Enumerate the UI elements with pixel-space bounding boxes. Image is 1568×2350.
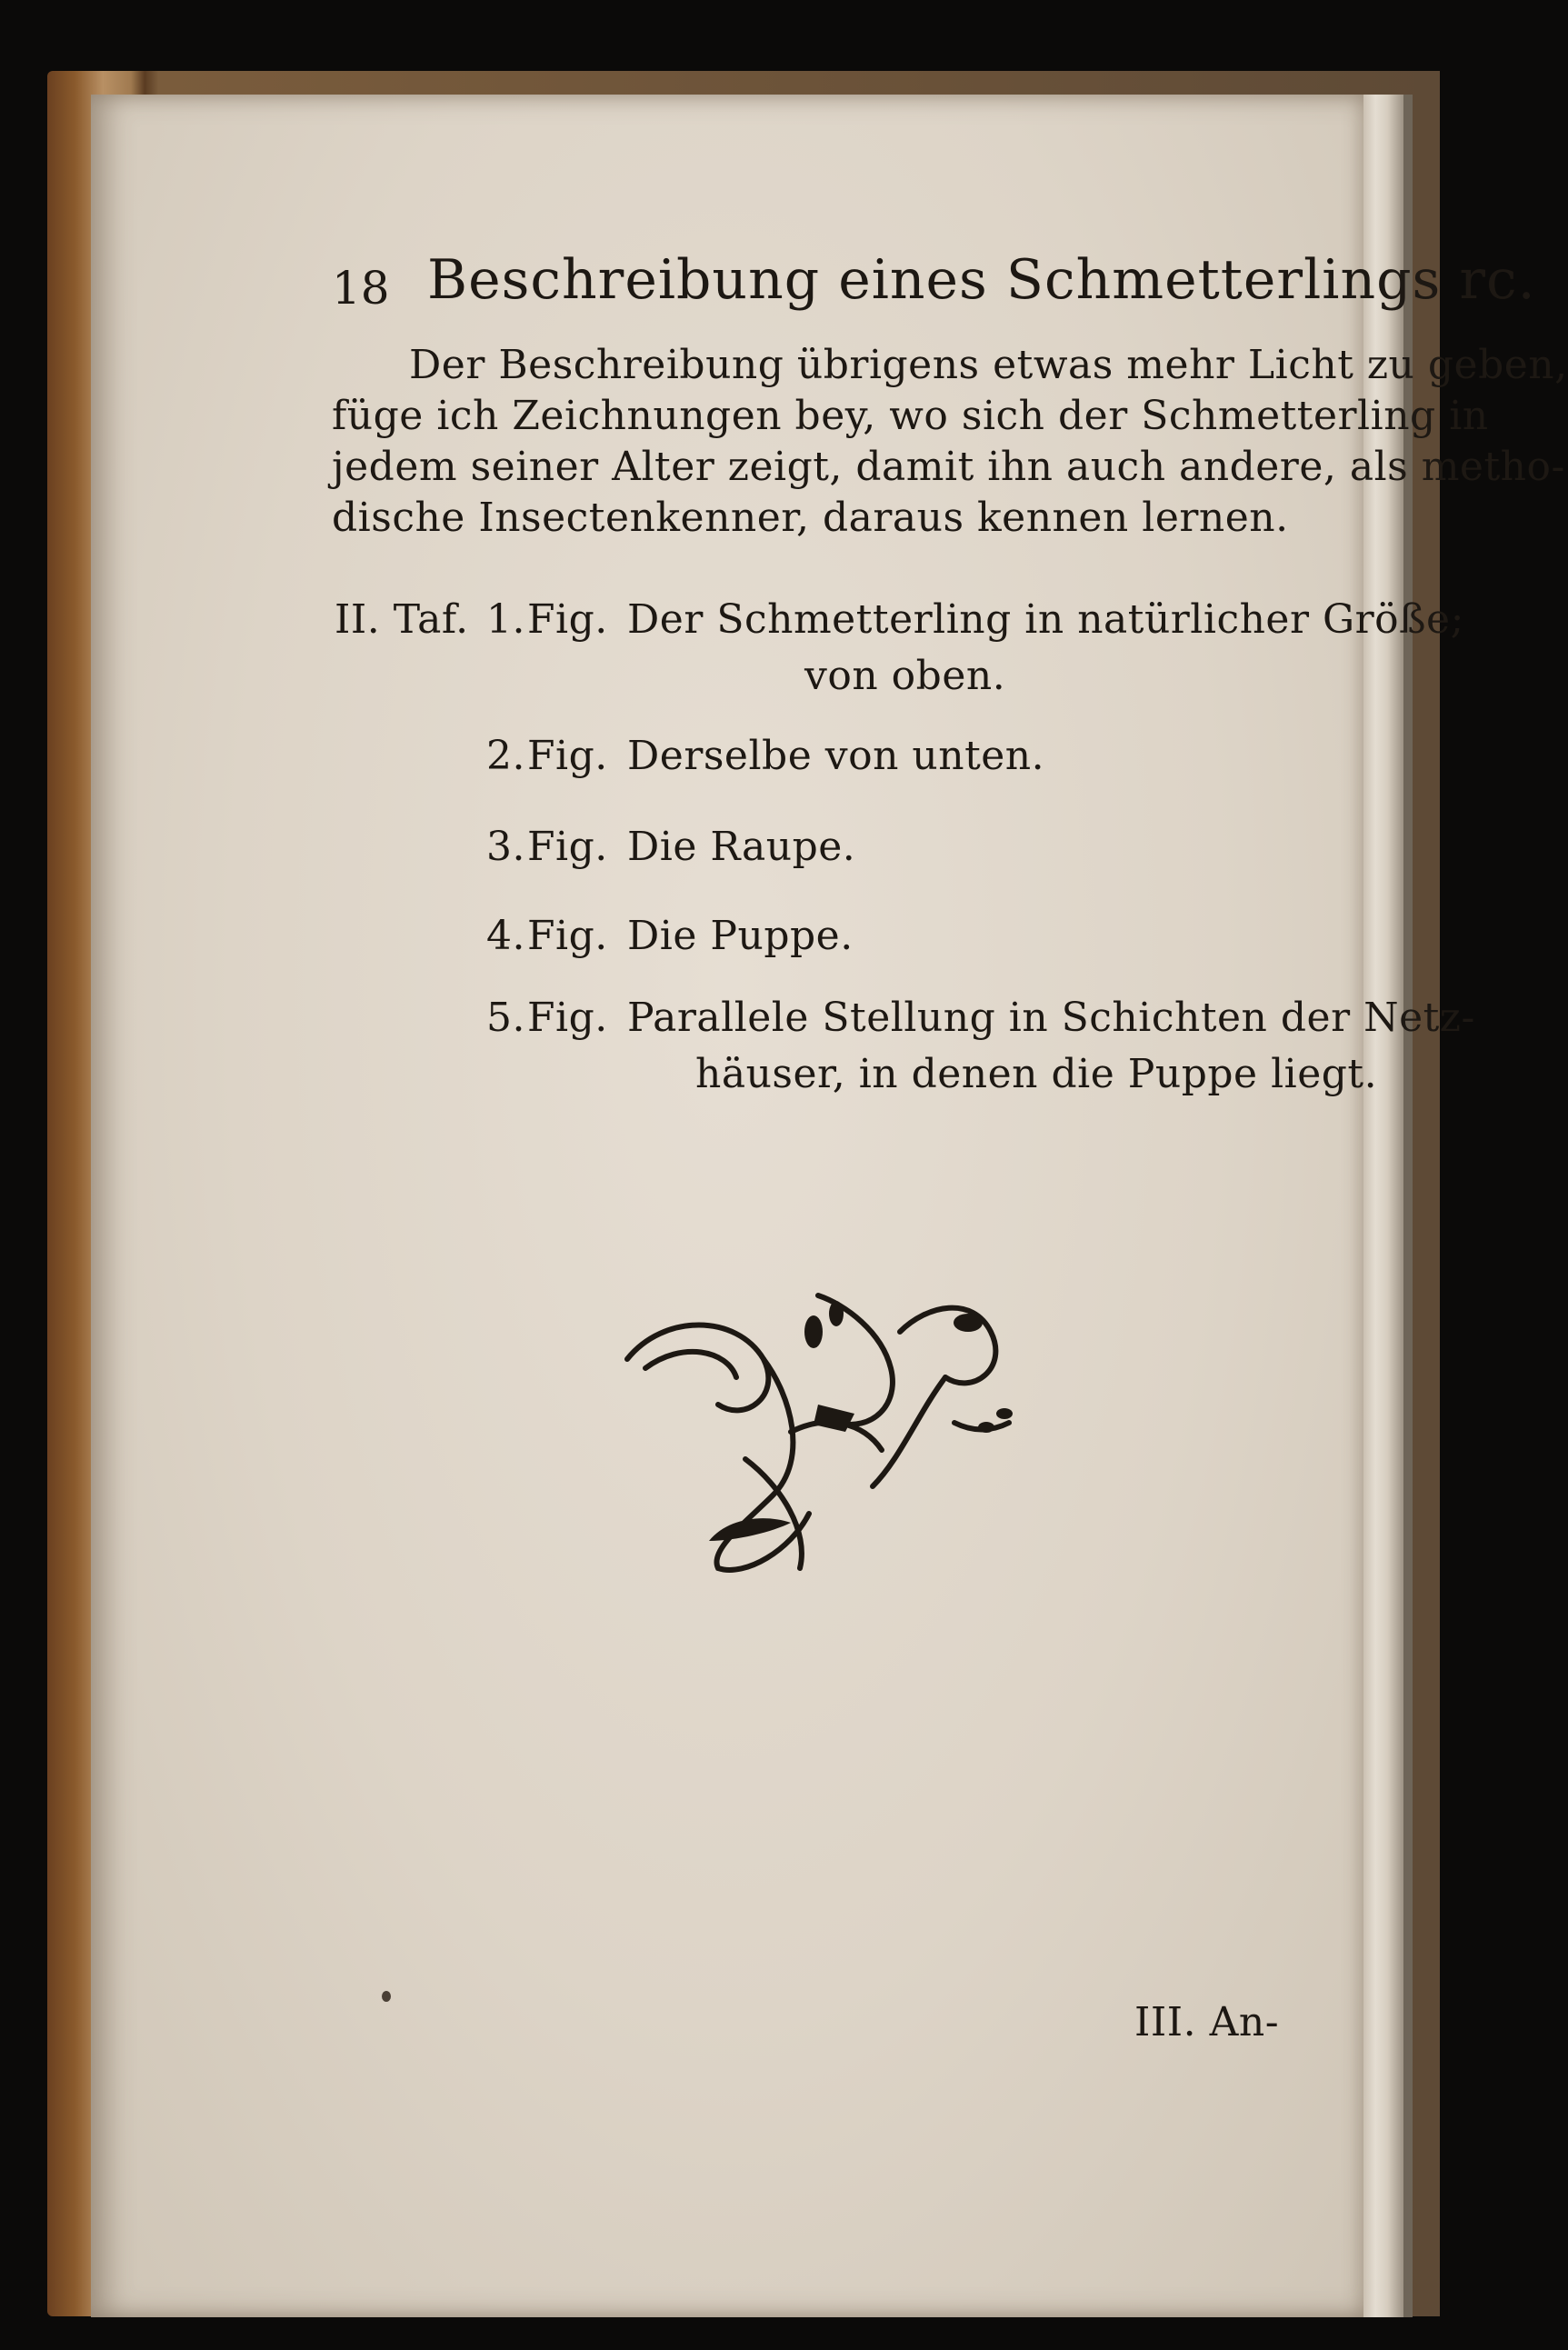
fig-2-number: 2. — [486, 733, 525, 779]
plate-label: II. Taf. — [335, 596, 469, 643]
fig-3-number: 3. — [486, 824, 525, 870]
fig-1-label: Fig. — [527, 596, 608, 643]
fig-1-text: Der Schmetterling in natürlicher Größe; — [627, 596, 1464, 643]
running-title: Beschreibung eines Schmetterlings rc. — [427, 248, 1536, 312]
fig-1-continuation: von oben. — [804, 653, 1006, 699]
intro-line-1: Der Beschreibung übrigens etwas mehr Licht zu geben, — [409, 342, 1568, 388]
fig-4-number: 4. — [486, 913, 525, 959]
fig-2-text: Derselbe von unten. — [627, 733, 1045, 779]
fig-3-label: Fig. — [527, 824, 608, 870]
fig-1-number: 1. — [486, 596, 525, 643]
fig-4-label: Fig. — [527, 913, 608, 959]
intro-line-2: füge ich Zeichnungen bey, wo sich der Schmetterling in — [332, 393, 1489, 439]
intro-line-3: jedem seiner Alter zeigt, damit ihn auch andere, als metho- — [332, 444, 1565, 490]
fig-5-continuation: häuser, in denen die Puppe liegt. — [695, 1051, 1378, 1097]
fig-3-text: Die Raupe. — [627, 824, 856, 870]
intro-line-4: dische Insectenkenner, daraus kennen lernen. — [332, 495, 1289, 541]
fig-5-text: Parallele Stellung in Schichten der Netz- — [627, 995, 1475, 1041]
catchword: III. An- — [1134, 1999, 1280, 2045]
fig-5-number: 5. — [486, 995, 525, 1041]
fig-2-label: Fig. — [527, 733, 608, 779]
floral-vignette-icon — [609, 1277, 1027, 1586]
fig-4-text: Die Puppe. — [627, 913, 854, 959]
page-number: 18 — [332, 262, 390, 315]
paper-speck — [382, 1991, 391, 2002]
fig-5-label: Fig. — [527, 995, 608, 1041]
